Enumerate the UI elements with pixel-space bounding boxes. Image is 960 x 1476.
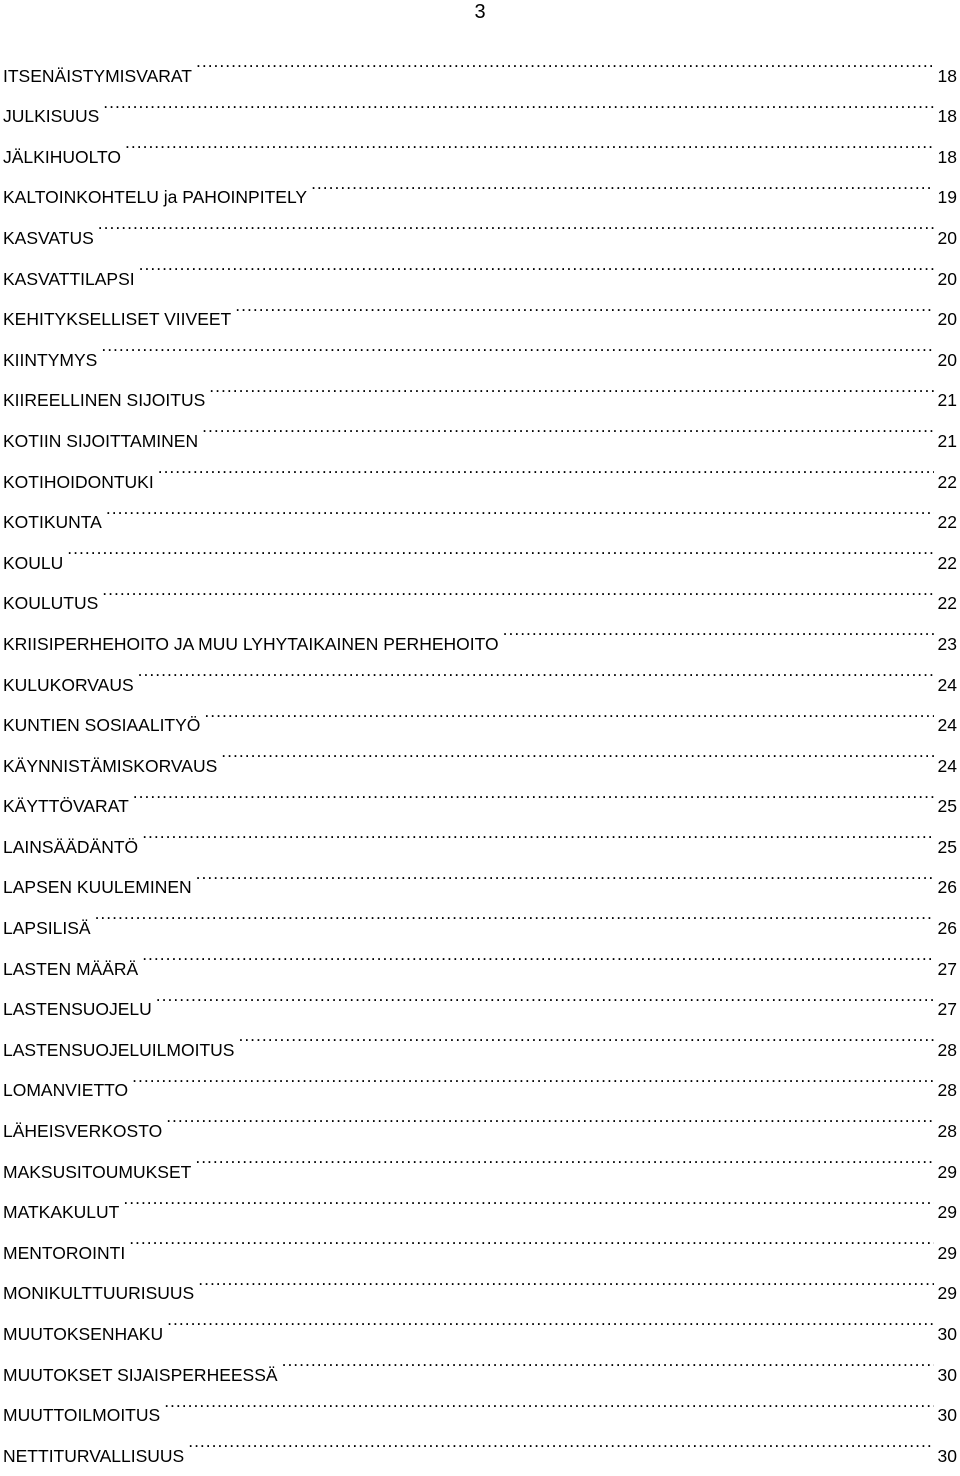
toc-entry-label: KALTOINKOHTELU ja PAHOINPITELY	[3, 187, 308, 208]
toc-entry[interactable]	[3, 285, 957, 330]
toc-entry-page: 28	[937, 1039, 957, 1060]
toc-entry-page: 22	[937, 512, 957, 533]
toc-entry[interactable]	[3, 1096, 957, 1142]
toc-entry[interactable]	[3, 528, 957, 573]
toc-entry-label: MUUTOKSET SIJAISPERHEESSÄ	[3, 1364, 278, 1385]
toc-entry-page: 25	[937, 796, 957, 817]
toc-leader-dots	[142, 812, 933, 853]
toc-leader-dots	[164, 1381, 933, 1422]
toc-leader-dots	[123, 1178, 933, 1219]
toc-leader-dots	[132, 1056, 933, 1097]
toc-leader-dots	[133, 772, 934, 813]
table-of-contents	[3, 41, 957, 1466]
toc-entry[interactable]	[3, 488, 957, 533]
toc-entry[interactable]	[3, 122, 957, 167]
toc-entry-page: 30	[937, 1405, 957, 1426]
toc-leader-dots	[166, 1096, 933, 1137]
toc-entry[interactable]	[3, 609, 957, 654]
toc-leader-dots	[95, 893, 934, 934]
toc-entry-page: 22	[937, 552, 957, 573]
toc-entry[interactable]	[3, 1056, 957, 1101]
toc-entry-page: 30	[937, 1364, 957, 1385]
toc-entry-page: 27	[937, 999, 957, 1020]
toc-entry-label: KEHITYKSELLISET VIIVEET	[3, 309, 232, 330]
toc-entry-label: MATKAKULUT	[3, 1202, 120, 1223]
toc-leader-dots	[195, 1137, 933, 1178]
toc-leader-dots	[125, 122, 934, 163]
toc-entry-label: JÄLKIHUOLTO	[3, 146, 121, 167]
toc-entry-label: KOTIKUNTA	[3, 512, 102, 533]
toc-entry-page: 30	[937, 1445, 957, 1466]
toc-entry-label: KULUKORVAUS	[3, 674, 134, 695]
toc-leader-dots	[202, 406, 933, 447]
toc-entry-page: 20	[937, 349, 957, 370]
toc-entry-label: LOMANVIETTO	[3, 1080, 129, 1101]
toc-entry-label: KOULUTUS	[3, 593, 99, 614]
toc-entry[interactable]	[3, 41, 957, 86]
toc-leader-dots	[196, 41, 934, 82]
toc-entry-label: KASVATUS	[3, 227, 94, 248]
toc-entry-page: 26	[937, 877, 957, 898]
toc-entry-page: 19	[937, 187, 957, 208]
toc-entry-label: KASVATTILAPSI	[3, 268, 135, 289]
toc-leader-dots	[209, 366, 933, 407]
toc-entry-page: 30	[937, 1324, 957, 1344]
toc-entry-label: KÄYTTÖVARAT	[3, 796, 129, 817]
toc-entry-label: LAPSILISÄ	[3, 918, 91, 939]
toc-entry-label: MUUTTOILMOITUS	[3, 1405, 161, 1426]
toc-entry[interactable]	[3, 82, 957, 127]
toc-entry-page: 23	[937, 633, 957, 654]
toc-entry-label: KÄYNNISTÄMISKORVAUS	[3, 755, 218, 776]
toc-entry-page: 22	[937, 593, 957, 614]
toc-entry-label: NETTITURVALLISUUS	[3, 1445, 185, 1466]
toc-entry-label: JULKISUUS	[3, 106, 100, 127]
toc-leader-dots	[311, 163, 933, 204]
toc-entry[interactable]	[3, 772, 957, 817]
toc-entry-page: 28	[937, 1080, 957, 1101]
toc-leader-dots	[67, 528, 933, 569]
toc-leader-dots	[238, 1015, 933, 1056]
toc-entry-page: 18	[937, 65, 957, 86]
toc-leader-dots	[102, 569, 933, 610]
toc-leader-dots	[503, 609, 934, 650]
toc-entry-page: 25	[937, 836, 957, 857]
toc-entry-label: MAKSUSITOUMUKSET	[3, 1161, 192, 1182]
toc-entry-page: 20	[937, 309, 957, 330]
toc-entry[interactable]	[3, 691, 957, 736]
toc-entry-page: 26	[937, 918, 957, 939]
toc-entry-page: 24	[937, 755, 957, 776]
toc-entry[interactable]	[3, 569, 957, 614]
toc-entry-page: 21	[937, 390, 957, 411]
toc-entry-page: 21	[937, 430, 957, 451]
toc-leader-dots	[188, 1421, 933, 1462]
toc-entry-page: 27	[937, 958, 957, 979]
toc-leader-dots	[139, 244, 934, 285]
toc-entry[interactable]	[3, 1218, 957, 1263]
toc-entry-label: KIINTYMYS	[3, 349, 98, 370]
toc-entry-label: MUUTOKSENHAKU	[3, 1324, 164, 1344]
toc-entry-page: 28	[937, 1121, 957, 1142]
toc-leader-dots	[98, 203, 934, 244]
toc-leader-dots	[101, 325, 933, 366]
toc-entry-page: 18	[937, 106, 957, 127]
toc-leader-dots	[221, 731, 933, 772]
toc-entry-page: 24	[937, 674, 957, 695]
toc-entry-page: 24	[937, 715, 957, 736]
toc-entry[interactable]	[3, 812, 957, 857]
toc-entry-page: 18	[937, 146, 957, 167]
toc-entry[interactable]	[3, 893, 957, 939]
toc-entry-page: 29	[937, 1202, 957, 1223]
toc-entry-label: LAPSEN KUULEMINEN	[3, 877, 192, 898]
toc-entry-label: LAINSÄÄDÄNTÖ	[3, 836, 139, 857]
toc-entry-page: 20	[937, 227, 957, 248]
toc-entry-page: 22	[937, 471, 957, 492]
toc-entry-label: LASTENSUOJELUILMOITUS	[3, 1039, 235, 1060]
toc-leader-dots	[106, 488, 934, 529]
toc-leader-dots	[158, 447, 934, 488]
toc-entry[interactable]	[3, 975, 957, 1020]
toc-leader-dots	[142, 934, 933, 975]
toc-leader-dots	[129, 1218, 933, 1259]
toc-entry-label: KUNTIEN SOSIAALITYÖ	[3, 715, 201, 736]
toc-entry-label: MENTOROINTI	[3, 1242, 126, 1263]
toc-entry-label: KOTIIN SIJOITTAMINEN	[3, 430, 199, 451]
toc-entry-label: MONIKULTTUURISUUS	[3, 1283, 195, 1304]
toc-entry[interactable]	[3, 1178, 957, 1223]
toc-leader-dots	[167, 1299, 933, 1340]
toc-entry[interactable]	[3, 366, 957, 411]
toc-entry-page: 29	[937, 1283, 957, 1304]
toc-entry[interactable]	[3, 650, 957, 695]
toc-leader-dots	[235, 285, 933, 326]
toc-entry[interactable]	[3, 325, 957, 370]
toc-leader-dots	[103, 82, 933, 123]
toc-entry-page: 29	[937, 1161, 957, 1182]
toc-entry-label: ITSENÄISTYMISVARAT	[3, 65, 192, 86]
toc-entry-label: KOTIHOIDONTUKI	[3, 471, 154, 492]
toc-entry[interactable]	[3, 163, 957, 208]
toc-leader-dots	[138, 650, 934, 691]
toc-entry[interactable]	[3, 853, 957, 898]
toc-entry-label: KIIREELLINEN SIJOITUS	[3, 390, 206, 411]
toc-leader-dots	[282, 1340, 934, 1381]
toc-entry-label: KOULU	[3, 552, 64, 573]
toc-entry[interactable]	[3, 934, 957, 979]
toc-entry-page: 29	[937, 1242, 957, 1263]
toc-leader-dots	[196, 853, 934, 894]
toc-leader-dots	[156, 975, 934, 1016]
toc-entry[interactable]	[3, 203, 957, 248]
toc-entry[interactable]	[3, 1259, 957, 1304]
toc-entry-label: LASTENSUOJELU	[3, 999, 152, 1020]
toc-entry-label: KRIISIPERHEHOITO JA MUU LYHYTAIKAINEN PERHEHOITO	[3, 633, 499, 654]
toc-entry[interactable]	[3, 244, 957, 289]
toc-entry-label: LASTEN MÄÄRÄ	[3, 958, 139, 979]
toc-entry-label: LÄHEISVERKOSTO	[3, 1121, 163, 1142]
toc-leader-dots	[198, 1259, 933, 1300]
page-number: 3	[474, 1, 486, 23]
toc-leader-dots	[204, 691, 933, 732]
toc-entry-page: 20	[937, 268, 957, 289]
